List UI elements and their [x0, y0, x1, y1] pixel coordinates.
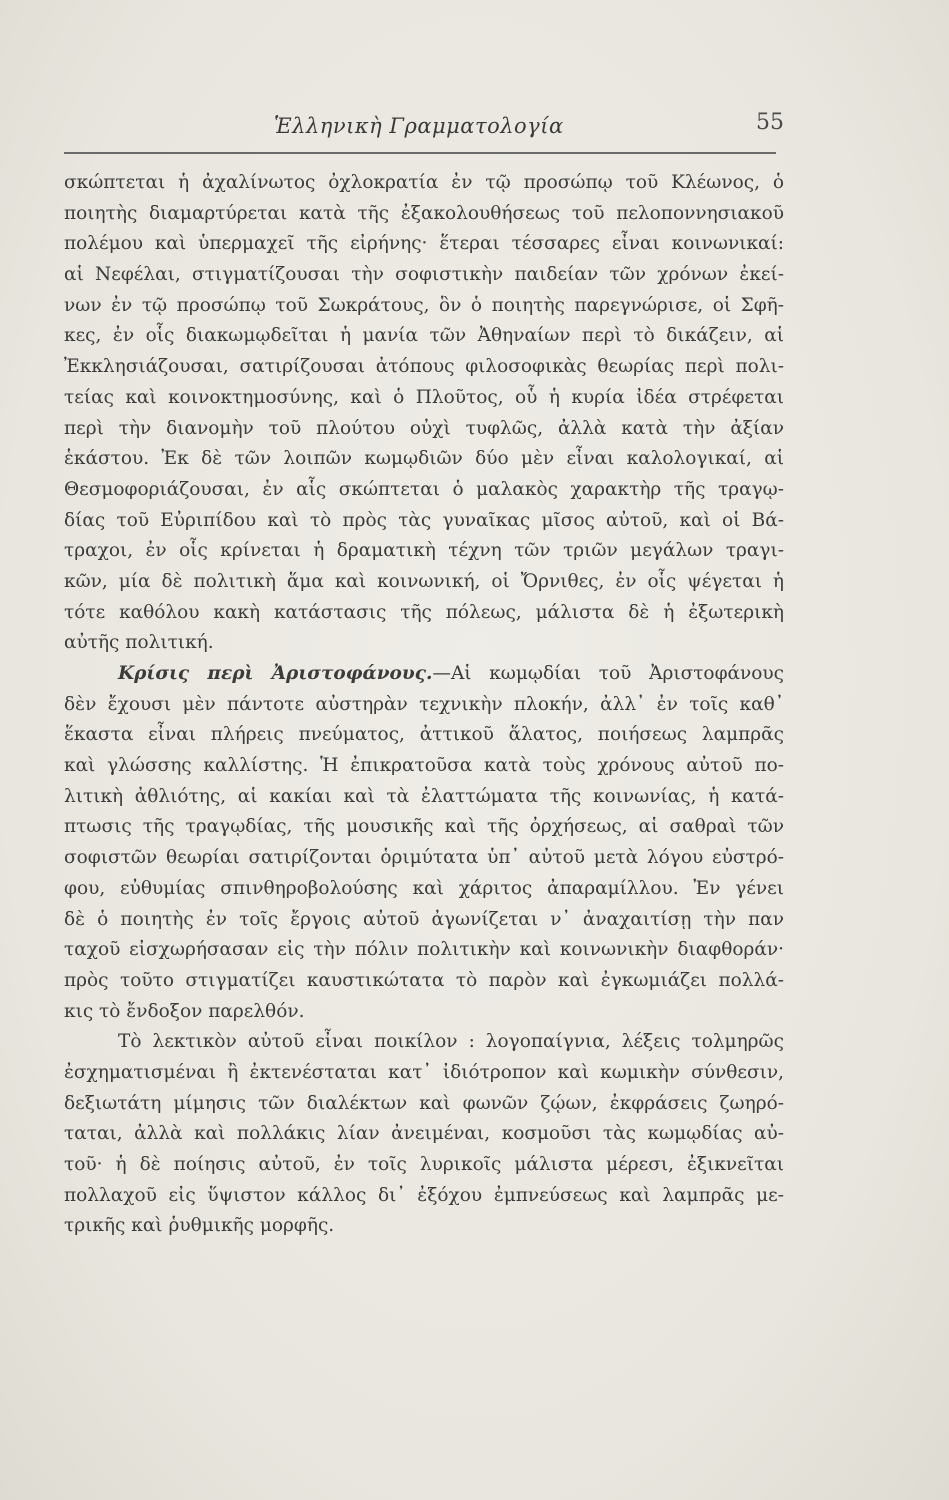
text-line: τοῦ· ἡ δὲ ποίησις αὐτοῦ, ἐν τοῖς λυρικοῖς μάλιστα μέρεσι, ἐξικνεῖται — [64, 1154, 784, 1175]
text-line: αὐτῆς πολιτική. — [64, 632, 214, 654]
section-heading: Κρίσις περὶ Ἀριστοφάνους. — [118, 663, 433, 684]
text-line: σκώπτεται ἡ ἀχαλίνωτος ὀχλοκρατία ἐν τῷ προσώπῳ τοῦ Κλέωνος, ὁ — [64, 172, 784, 193]
header-rule — [64, 152, 776, 154]
text-line: δίας τοῦ Εὐριπίδου καὶ τὸ πρὸς τὰς γυναῖκας μῖσος αὐτοῦ, καὶ οἱ Βά- — [64, 509, 784, 531]
text-line: Θεσμοφοριάζουσαι, ἐν αἷς σκώπτεται ὁ μαλακὸς χαρακτὴρ τῆς τραγῳ- — [64, 478, 784, 500]
text-line: ἕκαστα εἶναι πλήρεις πνεύματος, ἀττικοῦ ἅλατος, ποιήσεως λαμπρᾶς — [64, 724, 784, 746]
text-line: δὲ ὁ ποιητὴς ἐν τοῖς ἔργοις αὐτοῦ ἀγωνίζεται ν᾽ ἀναχαιτίσῃ τὴν παν — [64, 908, 784, 930]
text-line: τότε καθόλου κακὴ κατάστασις τῆς πόλεως, μάλιστα δὲ ἡ ἐξωτερικὴ — [64, 601, 784, 623]
running-title: Ἑλληνικὴ Γραμματολογία — [274, 114, 564, 138]
text-line: δὲν ἔχουσι μὲν πάντοτε αὐστηρὰν τεχνικὴν πλοκήν, ἀλλ᾽ ἐν τοῖς καθ᾽ — [64, 693, 784, 715]
text-line: πολλαχοῦ εἰς ὕψιστον κάλλος δι᾽ ἐξόχου ἐμπνεύσεως καὶ λαμπρᾶς με- — [64, 1184, 784, 1206]
text-line: πτωσις τῆς τραγῳδίας, τῆς μουσικῆς καὶ τῆς ὀρχήσεως, αἱ σαθραὶ τῶν — [64, 816, 784, 838]
section-heading-line — [64, 659, 784, 690]
text-line: πρὸς τοῦτο στιγματίζει καυστικώτατα τὸ παρὸν καὶ ἐγκωμιάζει πολλά- — [64, 969, 784, 991]
text-line: περὶ τὴν διανομὴν τοῦ πλούτου οὐχὶ τυφλῶς, ἀλλὰ κατὰ τὴν ἀξίαν — [64, 417, 784, 439]
text-line: σοφιστῶν θεωρίαι σατιρίζονται ὁριμύτατα ὑπ᾽ αὐτοῦ μετὰ λόγου εὐστρό- — [64, 847, 784, 869]
text-line: φου, εὐθυμίας σπινθηροβολούσης καὶ χάριτος ἀπαραμίλλου. Ἐν γένει — [64, 877, 784, 899]
text-line: τείας καὶ κοινοκτημοσύνης, καὶ ὁ Πλοῦτος, οὗ ἡ κυρία ἰδέα στρέφεται — [64, 386, 784, 408]
text-line: λιτικὴ ἀθλιότης, αἱ κακίαι καὶ τὰ ἐλαττώματα τῆς κοινωνίας, ἡ κατά- — [64, 785, 784, 807]
text-line: τραχοι, ἐν οἷς κρίνεται ἡ δραματικὴ τέχνη τῶν τριῶν μεγάλων τραγι- — [64, 540, 784, 562]
text-line: καὶ γλώσσης καλλίστης. Ἡ ἐπικρατοῦσα κατὰ τοὺς χρόνους αὐτοῦ πο- — [64, 755, 784, 777]
text-line: δεξιωτάτη μίμησις τῶν διαλέκτων καὶ φωνῶν ζῴων, ἐκφράσεις ζωηρό- — [64, 1092, 784, 1114]
text-line: ταται, ἀλλὰ καὶ πολλάκις λίαν ἀνειμέναι, κοσμοῦσι τὰς κωμῳδίας αὐ- — [64, 1123, 784, 1145]
text-line: κις τὸ ἔνδοξον παρελθόν. — [64, 1000, 305, 1022]
section-heading-continuation: —Αἱ κωμῳδίαι τοῦ Ἀριστοφάνους — [432, 663, 784, 684]
text-line: Ἐκκλησιάζουσαι, σατιρίζουσαι ἀτόπους φιλοσοφικὰς θεωρίας περὶ πολι- — [64, 356, 784, 378]
text-line: πολέμου καὶ ὑπερμαχεῖ τῆς εἰρήνης· ἕτεραι τέσσαρες εἶναι κοινωνικαί: — [64, 233, 784, 255]
text-line: Τὸ λεκτικὸν αὐτοῦ εἶναι ποικίλον : λογοπαίγνια, λέξεις τολμηρῶς — [118, 1031, 784, 1053]
text-line: ταχοῦ εἰσχωρήσασαν εἰς τὴν πόλιν πολιτικὴν καὶ κοινωνικὴν διαφθοράν· — [64, 939, 784, 961]
body-text — [64, 168, 784, 1242]
text-line: ποιητὴς διαμαρτύρεται κατὰ τῆς ἐξακολουθήσεως τοῦ πελοποννησιακοῦ — [64, 202, 784, 224]
text-line: κῶν, μία δὲ πολιτικὴ ἅμα καὶ κοινωνική, οἱ Ὄρνιθες, ἐν οἷς ψέγεται ἡ — [64, 570, 784, 592]
page-number: 55 — [756, 110, 784, 135]
text-line: νων ἐν τῷ προσώπῳ τοῦ Σωκράτους, ὃν ὁ ποιητὴς παρεγνώρισε, οἱ Σφῆ- — [64, 294, 784, 316]
text-line: κες, ἐν οἷς διακωμῳδεῖται ἡ μανία τῶν Ἀθηναίων περὶ τὸ δικάζειν, αἱ — [64, 325, 784, 347]
text-line: αἱ Νεφέλαι, στιγματίζουσαι τὴν σοφιστικὴν παιδείαν τῶν χρόνων ἐκεί- — [64, 264, 784, 286]
text-line: ἑκάστου. Ἐκ δὲ τῶν λοιπῶν κωμῳδιῶν δύο μὲν εἶναι καλολογικαί, αἱ — [64, 448, 784, 470]
text-line: τρικῆς καὶ ῥυθμικῆς μορφῆς. — [64, 1215, 335, 1237]
page-header — [64, 108, 784, 148]
text-line: ἐσχηματισμέναι ἢ ἐκτενέσταται κατ᾽ ἰδιότροπον καὶ κωμικὴν σύνθεσιν, — [64, 1061, 784, 1083]
